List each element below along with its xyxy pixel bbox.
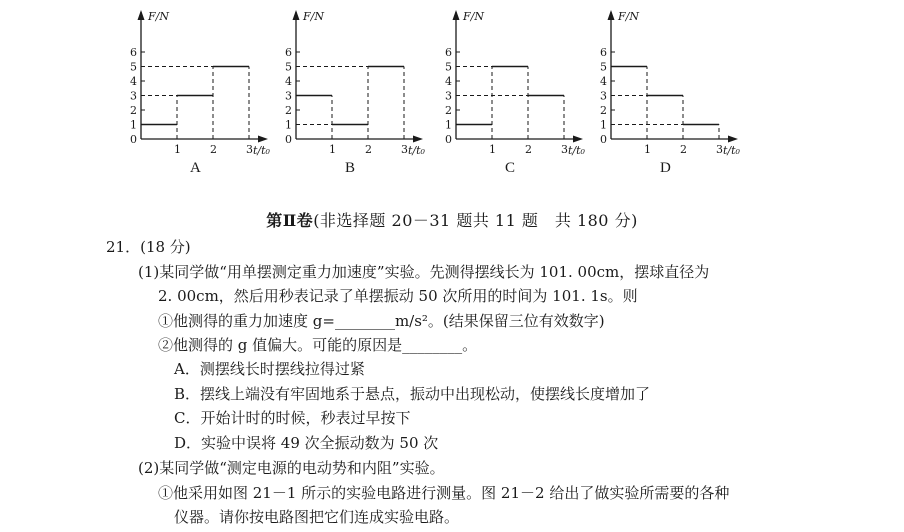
y-tick-label: 5 (285, 60, 292, 74)
answer-graphs (0, 0, 904, 185)
y-axis-label: F/N (148, 10, 169, 23)
x-axis-arrow (573, 136, 583, 143)
y-tick-label: 5 (600, 60, 607, 74)
part2-q1: ①他采用如图 21－1 所示的实验电路进行测量。图 21－2 给出了做实验所需要的各种 (158, 484, 730, 502)
option-d: D．实验中误将 49 次全振动数为 50 次 (174, 434, 439, 452)
graph-svg (125, 6, 280, 181)
origin-label: 0 (445, 133, 452, 146)
y-tick-label: 1 (445, 118, 452, 132)
x-tick-label: 2 (365, 143, 372, 156)
x-axis-arrow (728, 136, 738, 143)
y-tick-label: 1 (130, 118, 137, 132)
y-tick-label: 3 (285, 89, 292, 103)
y-tick-label: 1 (285, 118, 292, 132)
y-axis-label: F/N (303, 10, 324, 23)
x-axis-label: t/t₀ (253, 144, 270, 157)
y-tick-label: 2 (445, 104, 452, 117)
graph-b (280, 6, 435, 181)
graph-caption: C (505, 160, 516, 176)
option-c: C．开始计时的时候，秒表过早按下 (174, 409, 411, 427)
y-tick-label: 1 (600, 118, 607, 132)
y-tick-label: 5 (445, 60, 452, 74)
graph-c (440, 6, 595, 181)
y-axis-arrow (138, 10, 145, 20)
section-title-main: 第Ⅱ卷 (266, 211, 314, 230)
question-number: 21．(18 分) (106, 238, 191, 256)
x-tick-label: 1 (174, 143, 181, 156)
part1-q1: ①他测得的重力加速度 g=________m/s²。(结果保留三位有效数字) (158, 312, 605, 330)
part1-intro: (1)某同学做“用单摆测定重力加速度”实验。先测得摆线长为 101. 00cm，摆球直径为 (138, 263, 710, 281)
y-tick-label: 2 (600, 104, 607, 117)
graph-d (595, 6, 750, 181)
x-axis-label: t/t₀ (723, 144, 740, 157)
x-tick-label: 1 (329, 143, 336, 156)
y-tick-label: 6 (600, 46, 607, 59)
graph-svg (280, 6, 435, 181)
x-tick-label: 2 (210, 143, 217, 156)
y-tick-label: 3 (445, 89, 452, 103)
origin-label: 0 (600, 133, 607, 146)
part2-q1-cont: 仪器。请你按电路图把它们连成实验电路。 (174, 508, 460, 526)
x-tick-label: 3 (401, 143, 408, 156)
x-tick-label: 2 (680, 143, 687, 156)
y-axis-arrow (453, 10, 460, 20)
y-tick-label: 4 (600, 75, 607, 88)
y-tick-label: 6 (130, 46, 137, 59)
y-tick-label: 5 (130, 60, 137, 74)
y-tick-label: 3 (600, 89, 607, 103)
x-tick-label: 1 (489, 143, 496, 156)
origin-label: 0 (130, 133, 137, 146)
x-tick-label: 3 (246, 143, 253, 156)
graph-svg (595, 6, 750, 181)
section-title-subtitle: (非选择题 20－31 题共 11 题 共 180 分) (313, 211, 638, 230)
part1-intro-cont: 2. 00cm，然后用秒表记录了单摆振动 50 次所用的时间为 101. 1s。则 (158, 287, 638, 305)
part2-intro: (2)某同学做“测定电源的电动势和内阻”实验。 (138, 459, 445, 477)
section-title (0, 208, 904, 231)
graph-svg (440, 6, 595, 181)
graph-caption: D (660, 160, 671, 176)
y-tick-label: 2 (130, 104, 137, 117)
x-tick-label: 3 (716, 143, 723, 156)
y-tick-label: 4 (285, 75, 292, 88)
x-tick-label: 2 (525, 143, 532, 156)
y-tick-label: 6 (285, 46, 292, 59)
x-axis-arrow (258, 136, 268, 143)
y-tick-label: 4 (445, 75, 452, 88)
y-axis-label: F/N (618, 10, 639, 23)
y-tick-label: 3 (130, 89, 137, 103)
option-b: B．摆线上端没有牢固地系于悬点，振动中出现松动，使摆线长度增加了 (174, 385, 651, 403)
y-axis-label: F/N (463, 10, 484, 23)
y-axis-arrow (608, 10, 615, 20)
option-a: A．测摆线长时摆线拉得过紧 (174, 360, 365, 378)
graph-caption: A (190, 160, 201, 176)
y-tick-label: 6 (445, 46, 452, 59)
y-tick-label: 2 (285, 104, 292, 117)
x-tick-label: 1 (644, 143, 651, 156)
origin-label: 0 (285, 133, 292, 146)
x-axis-label: t/t₀ (568, 144, 585, 157)
x-tick-label: 3 (561, 143, 568, 156)
x-axis-label: t/t₀ (408, 144, 425, 157)
x-axis-arrow (413, 136, 423, 143)
y-tick-label: 4 (130, 75, 137, 88)
graph-a (125, 6, 280, 181)
graph-caption: B (345, 160, 356, 176)
part1-q2: ②他测得的 g 值偏大。可能的原因是________。 (158, 336, 478, 354)
y-axis-arrow (293, 10, 300, 20)
